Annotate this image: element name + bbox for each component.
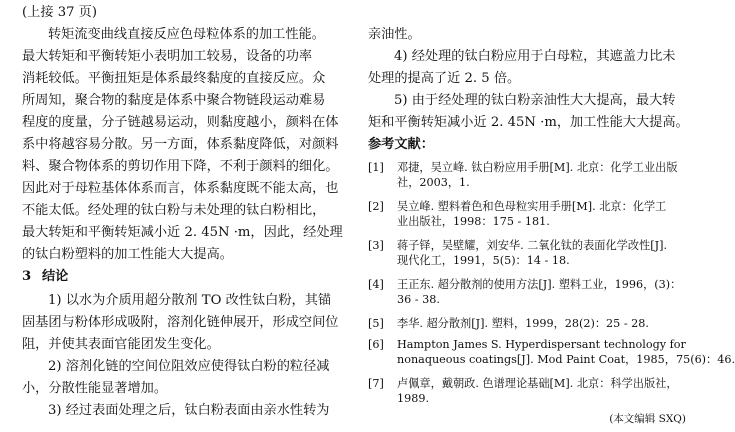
reference-item — [368, 337, 735, 369]
paragraph-line: 不能太低。经处理的钛白粉与未处理的钛白粉相比， — [22, 203, 326, 218]
paragraph-line: 转矩流变曲线直接反应色母粒体系的加工性能。 — [48, 27, 325, 42]
reference-number: [1] — [368, 161, 384, 174]
references-title: 参考文献： — [368, 137, 434, 152]
paragraph-line: 最大转矩和平衡转矩减小近 2. 45N ·m，因此，经处理 — [22, 225, 343, 240]
conclusion-line: 2) 溶剂化链的空间位阻效应使得钛白粉的粒径减 — [48, 359, 330, 374]
continued-note: (上接 37 页) — [22, 5, 98, 20]
reference-line: 李华. 超分散剂[J]. 塑料，1999，28(2)：25 - 28. — [397, 317, 649, 330]
paragraph-line: 消耗较低。平衡扭矩是体系最终黏度的直接反应。众 — [22, 71, 326, 86]
reference-item — [368, 199, 690, 231]
reference-item — [368, 160, 690, 192]
reference-line: 蒋子铎，吴壁耀，刘安华. 二氧化钛的表面化学改性[J]. — [397, 239, 668, 252]
section-title: 结论 — [42, 269, 69, 284]
reference-line: 吴立峰. 塑料着色和色母粒实用手册[M]. 北京：化学工 — [397, 200, 667, 213]
reference-item — [368, 376, 690, 408]
paragraph-line: 亲油性。 — [368, 27, 421, 42]
reference-number: [7] — [368, 377, 384, 390]
conclusion-line: 固基团与粉体形成吸附，溶剂化链伸展开，形成空间位 — [22, 315, 339, 330]
reference-line: 36 - 38. — [397, 293, 440, 306]
reference-line: 王正东. 超分散剂的使用方法[J]. 塑料工业，1996，(3)： — [397, 278, 682, 291]
reference-number: [6] — [368, 338, 384, 351]
paragraph-line: 的钛白粉塑料的加工性能大大提高。 — [22, 247, 233, 262]
paragraph-line: 矩和平衡转矩减小近 2. 45N ·m，加工性能大大提高。 — [368, 115, 689, 130]
conclusion-line: 3) 经过表面处理之后，钛白粉表面由亲水性转为 — [48, 403, 330, 418]
reference-line: 邓捷，吴立峰. 钛白粉应用手册[M]. 北京：化学工业出版 — [397, 161, 678, 174]
reference-number: [5] — [368, 317, 384, 330]
conclusion-line: 阻，并使其表面官能团发生变化。 — [22, 337, 220, 352]
reference-number: [4] — [368, 278, 384, 291]
paragraph-line: 4) 经处理的钛白粉应用于白母粒，其遮盖力比未 — [394, 49, 676, 64]
paragraph-line: 程度的度量，分子链越易运动，则黏度越小，颜料在体 — [22, 115, 339, 130]
paragraph-line: 系中将越容易分散。另一方面，体系黏度降低，对颜料 — [22, 137, 339, 152]
editor-note: (本文编辑 SXQ) — [609, 413, 686, 425]
reference-line: 卢佩章，戴朝政. 色谱理论基础[M]. 北京：科学出版社， — [397, 377, 678, 390]
reference-item — [368, 238, 690, 270]
section-number: 3 — [22, 269, 32, 284]
paragraph-line: 因此对于母粒基体体系而言，体系黏度既不能太高，也 — [22, 181, 339, 196]
reference-item — [368, 277, 690, 309]
reference-line: 现代化工，1991，5(5)：14 - 18. — [397, 254, 570, 267]
reference-number: [2] — [368, 200, 384, 213]
reference-number: [3] — [368, 239, 384, 252]
paragraph-line: 处理的提高了近 2. 5 倍。 — [368, 71, 521, 86]
reference-line: nonaqueous coatings[J]. Mod Paint Coat，1985，75(6)：46. — [397, 353, 735, 366]
paragraph-line: 料、聚合物体系的剪切作用下降，不利于颜料的细化。 — [22, 159, 339, 174]
reference-line: 业出版社，1998：175 - 181. — [397, 215, 550, 228]
reference-line: 社，2003，1. — [397, 176, 470, 189]
reference-line: 1989. — [397, 392, 430, 405]
conclusion-line: 1) 以水为介质用超分散剂 TO 改性钛白粉，其锚 — [48, 293, 332, 308]
paragraph-line: 所周知，聚合物的黏度是体系中聚合物链段运动难易 — [22, 93, 326, 108]
reference-item — [368, 316, 690, 332]
conclusion-line: 小，分散性能显著增加。 — [22, 381, 168, 396]
paragraph-line: 5) 由于经处理的钛白粉亲油性大大提高，最大转 — [394, 93, 676, 108]
reference-line: Hampton James S. Hyperdispersant technology for — [397, 338, 686, 351]
paragraph-line: 最大转矩和平衡转矩小表明加工较易，设备的功率 — [22, 49, 313, 64]
